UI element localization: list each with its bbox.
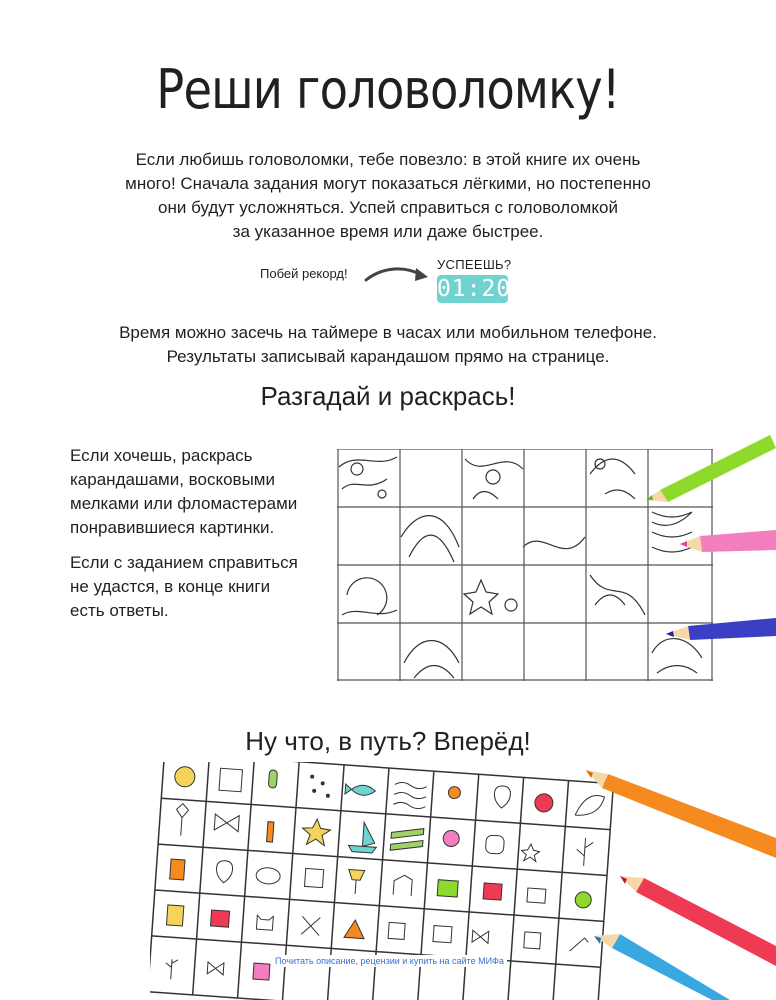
timer-note-line: Результаты записывай карандашом прямо на странице. [166,347,610,366]
coloring-instructions [70,444,340,634]
block-icon [388,922,405,939]
pencils-illustration-top [640,430,776,650]
intro-line: за указанное время или даже быстрее. [232,222,544,241]
tent-icon [344,919,365,938]
bag-icon [527,888,546,903]
tree-icon [268,770,277,789]
heart-icon [493,785,510,808]
sun-icon [174,766,195,787]
bottle-icon [170,859,185,880]
heart-icon [216,860,233,883]
shirt-icon [253,963,270,980]
box-icon [483,883,502,900]
intro-line: Если любишь головоломки, тебе повезло: в этой книге их очень [135,150,641,169]
circle-icon [448,786,461,799]
green-pencil-icon [646,435,776,502]
coloring-paragraph-1: Если хочешь, раскрась карандашами, восковыми мелками или фломастерами понравившиеся картинки. [70,446,298,537]
candle-icon [267,822,274,842]
horse-icon [393,875,412,896]
pencils-illustration-bottom [580,760,776,1000]
fish-icon [345,784,376,796]
balloon-icon [443,830,460,847]
house-icon [304,868,323,887]
intro-line: они будут усложняться. Успей справиться с головоломкой [158,198,618,217]
dots-icon [309,775,331,798]
stripes-icon [390,826,424,852]
frame-icon [433,926,452,943]
page-title: Реши головоломку! [156,58,620,121]
flower-icon [175,803,189,836]
turtle-icon [485,835,504,854]
book-icon [437,880,458,897]
footer-link[interactable]: Почитать описание, рецензии и купить на сайте МИФа [272,955,507,967]
jar-icon [166,905,183,926]
pink-pencil-icon [680,530,776,552]
tools-icon [301,916,320,935]
cup-icon [524,932,541,949]
record-label: Побей рекорд! [260,266,348,281]
cat-icon [256,915,273,930]
blue-pencil-icon [666,618,776,640]
plant-icon [165,959,178,980]
castle-icon [219,768,242,791]
succeed-label: УСПЕЕШЬ? [437,257,512,272]
timer-note [60,321,716,369]
timer-display: 01:20 [437,276,512,302]
arrow-icon [362,262,434,288]
section-heading-go: Ну что, в путь? Вперёд! [245,726,531,756]
intro-line: много! Сначала задания могут показаться лёгкими, но постепенно [125,174,651,193]
bow-icon [207,962,224,975]
boat-icon [348,821,378,853]
stone-icon [256,867,281,885]
pot-icon [211,910,230,927]
waves-icon [393,782,427,809]
cyan-pencil-icon [594,934,730,1000]
bow-icon [472,930,489,943]
doodle-fragment [339,457,397,498]
intro-paragraph [80,148,696,244]
orange-pencil-icon [586,770,776,858]
ornament-icon [534,793,553,812]
timer-note-line: Время можно засечь на таймере в часах или мобильном телефоне. [119,323,657,342]
star-icon [301,818,331,846]
lamp-icon [347,869,365,894]
section-heading-coloring: Разгадай и раскрась! [260,381,516,411]
butterfly-icon [214,814,239,832]
stars-icon [521,843,540,861]
coloring-paragraph-2: Если с заданием справиться не удастся, в конце книги есть ответы. [70,553,298,620]
